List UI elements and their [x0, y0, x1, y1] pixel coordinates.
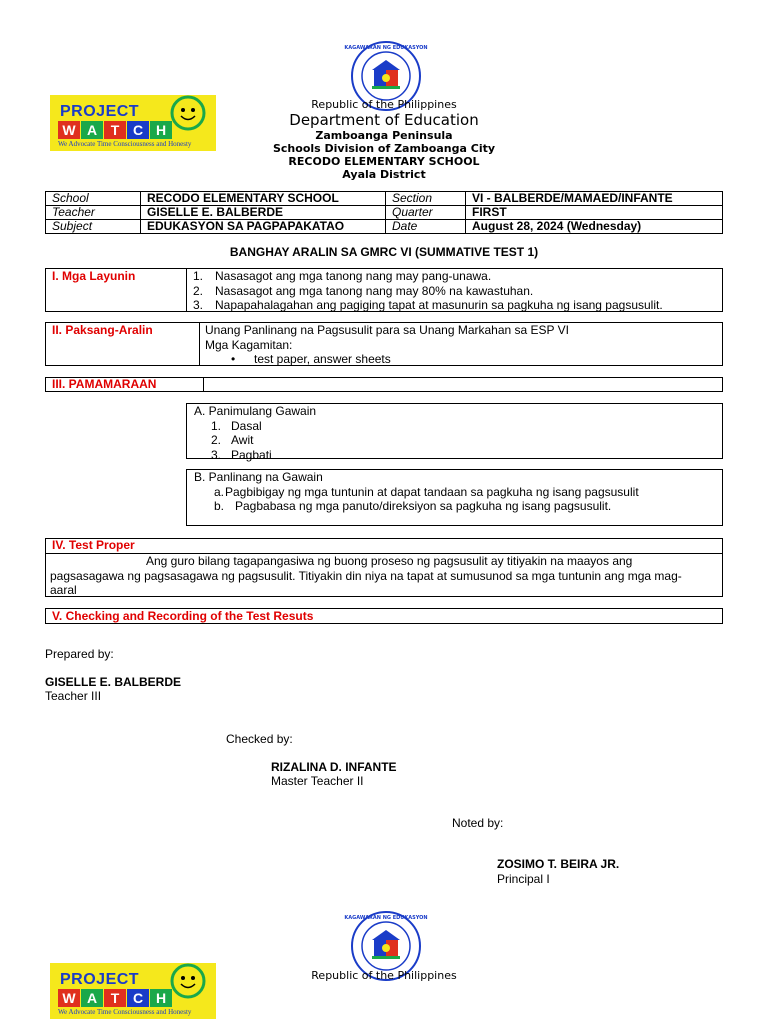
document-title: BANGHAY ARALIN SA GMRC VI (SUMMATIVE TEST 1) [229, 245, 539, 259]
list-item: 1. Nasasagot ang mga tanong nang may pang-unawa. [193, 269, 492, 283]
header-district: Ayala District [342, 168, 426, 181]
logo-letter-w: W [58, 989, 80, 1007]
panlinang-gawain-content [194, 470, 639, 514]
test-proper-section [45, 538, 723, 597]
logo-letter-h: H [150, 989, 172, 1007]
table-row [46, 192, 723, 206]
list-item: 2. Nasasagot ang mga tanong nang may 80% na kawastuhan. [193, 283, 534, 298]
panimulang-gawain-heading: A. Panimulang Gawain [194, 404, 317, 418]
section-value: VI - BALBERDE/MAMAED/INFANTE [466, 192, 723, 206]
table-row [46, 220, 723, 234]
logo-letter-t: T [104, 989, 126, 1007]
logo-letter-w: W [58, 121, 80, 139]
prepared-by-title: Teacher III [45, 689, 102, 703]
logo-project-text: PROJECT [60, 103, 140, 120]
header-republic: Republic of the Philippines [311, 98, 457, 111]
layunin-heading: I. Mga Layunin [52, 269, 136, 283]
logo-letter-h: H [150, 121, 172, 139]
header-republic: Republic of the Philippines [311, 969, 457, 982]
list-item: b. Pagbabasa ng mga panuto/direksiyon sa pagkuha ng isang pagsusulit. [214, 499, 612, 513]
panlinang-gawain-box [186, 469, 723, 526]
paksa-materials-label: Mga Kagamitan: [205, 337, 293, 352]
logo-watch-letters [58, 989, 172, 1007]
test-proper-line: aaral [50, 583, 77, 597]
test-proper-line: pagsasagawa ng pagsasagawa ng pagsusulit. Titiyakin din niya na tapat at sumusunod sa mga tuntunin ang mga mag- [50, 568, 682, 583]
noted-by-name: ZOSIMO T. BEIRA JR. [497, 857, 620, 871]
checking-heading: V. Checking and Recording of the Test Resuts [52, 609, 314, 623]
list-item: 1. Dasal [211, 418, 262, 433]
subject-label: Subject [46, 220, 141, 234]
checked-by-name: RIZALINA D. INFANTE [271, 760, 397, 774]
pamamaraan-section [45, 377, 723, 392]
lesson-info-table [45, 191, 723, 234]
logo-letter-c: C [127, 121, 149, 139]
teacher-label: Teacher [46, 206, 141, 220]
list-item: 2. Awit [211, 433, 254, 447]
date-label: Date [386, 220, 466, 234]
school-value: RECODO ELEMENTARY SCHOOL [141, 192, 386, 206]
list-item: • test paper, answer sheets [231, 352, 391, 366]
list-item: a.Pagbibigay ng mga tuntunin at dapat tandaan sa pagkuha ng isang pagsusulit [214, 484, 639, 499]
prepared-by-name: GISELLE E. BALBERDE [45, 675, 182, 689]
panimulang-gawain-content [194, 404, 316, 462]
school-label: School [46, 192, 141, 206]
pamamaraan-heading: III. PAMAMARAAN [52, 377, 157, 391]
layunin-list [193, 269, 663, 313]
subject-value: EDUKASYON SA PAGPAPAKATAO [141, 220, 386, 234]
logo-tagline: We Advocate Time Consciousness and Honesty [58, 140, 192, 148]
logo-tagline: We Advocate Time Consciousness and Honesty [58, 1008, 192, 1016]
svg-text:KAGAWARAN NG EDUKASYON: KAGAWARAN NG EDUKASYON [344, 45, 428, 51]
list-item: 3. Napapahalagahan ang pagiging tapat at masunurin sa pagkuha ng isang pagsusulit. [193, 298, 663, 312]
test-proper-text [46, 554, 722, 598]
layunin-section [45, 268, 723, 312]
header-department: Department of Education [289, 111, 479, 129]
logo-letter-c: C [127, 989, 149, 1007]
logo-letter-t: T [104, 121, 126, 139]
panlinang-gawain-heading: B. Panlinang na Gawain [194, 470, 323, 484]
header-school: RECODO ELEMENTARY SCHOOL [288, 155, 480, 168]
panimulang-gawain-box [186, 403, 723, 462]
test-proper-line: Ang guro bilang tagapangasiwa ng buong proseso ng pagsusulit ay titiyakin na maayos ang [146, 554, 633, 568]
header-region: Zamboanga Peninsula [315, 129, 453, 142]
svg-text:KAGAWARAN NG EDUKASYON: KAGAWARAN NG EDUKASYON [344, 915, 428, 921]
noted-by-label: Noted by: [452, 816, 504, 830]
logo-project-text: PROJECT [60, 971, 140, 988]
list-item: 3. Pagbati [211, 447, 272, 462]
paksa-heading: II. Paksang-Aralin [52, 323, 153, 337]
checked-by-label: Checked by: [226, 732, 293, 746]
test-proper-heading: IV. Test Proper [52, 538, 135, 552]
paksa-section [45, 322, 723, 366]
checking-section [45, 608, 723, 624]
checked-by-title: Master Teacher II [271, 774, 364, 788]
paksa-topic: Unang Panlinang na Pagsusulit para sa Unang Markahan sa ESP VI [205, 323, 570, 337]
date-value: August 28, 2024 (Wednesday) [466, 220, 723, 234]
paksa-content [205, 323, 569, 367]
quarter-value: FIRST [466, 206, 723, 220]
noted-by-title: Principal I [497, 872, 550, 886]
header-division: Schools Division of Zamboanga City [272, 142, 496, 155]
section-label: Section [386, 192, 466, 206]
prepared-by-label: Prepared by: [45, 647, 114, 661]
teacher-value: GISELLE E. BALBERDE [141, 206, 386, 220]
table-row [46, 206, 723, 220]
quarter-label: Quarter [386, 206, 466, 220]
logo-letter-a: A [81, 989, 103, 1007]
logo-letter-a: A [81, 121, 103, 139]
